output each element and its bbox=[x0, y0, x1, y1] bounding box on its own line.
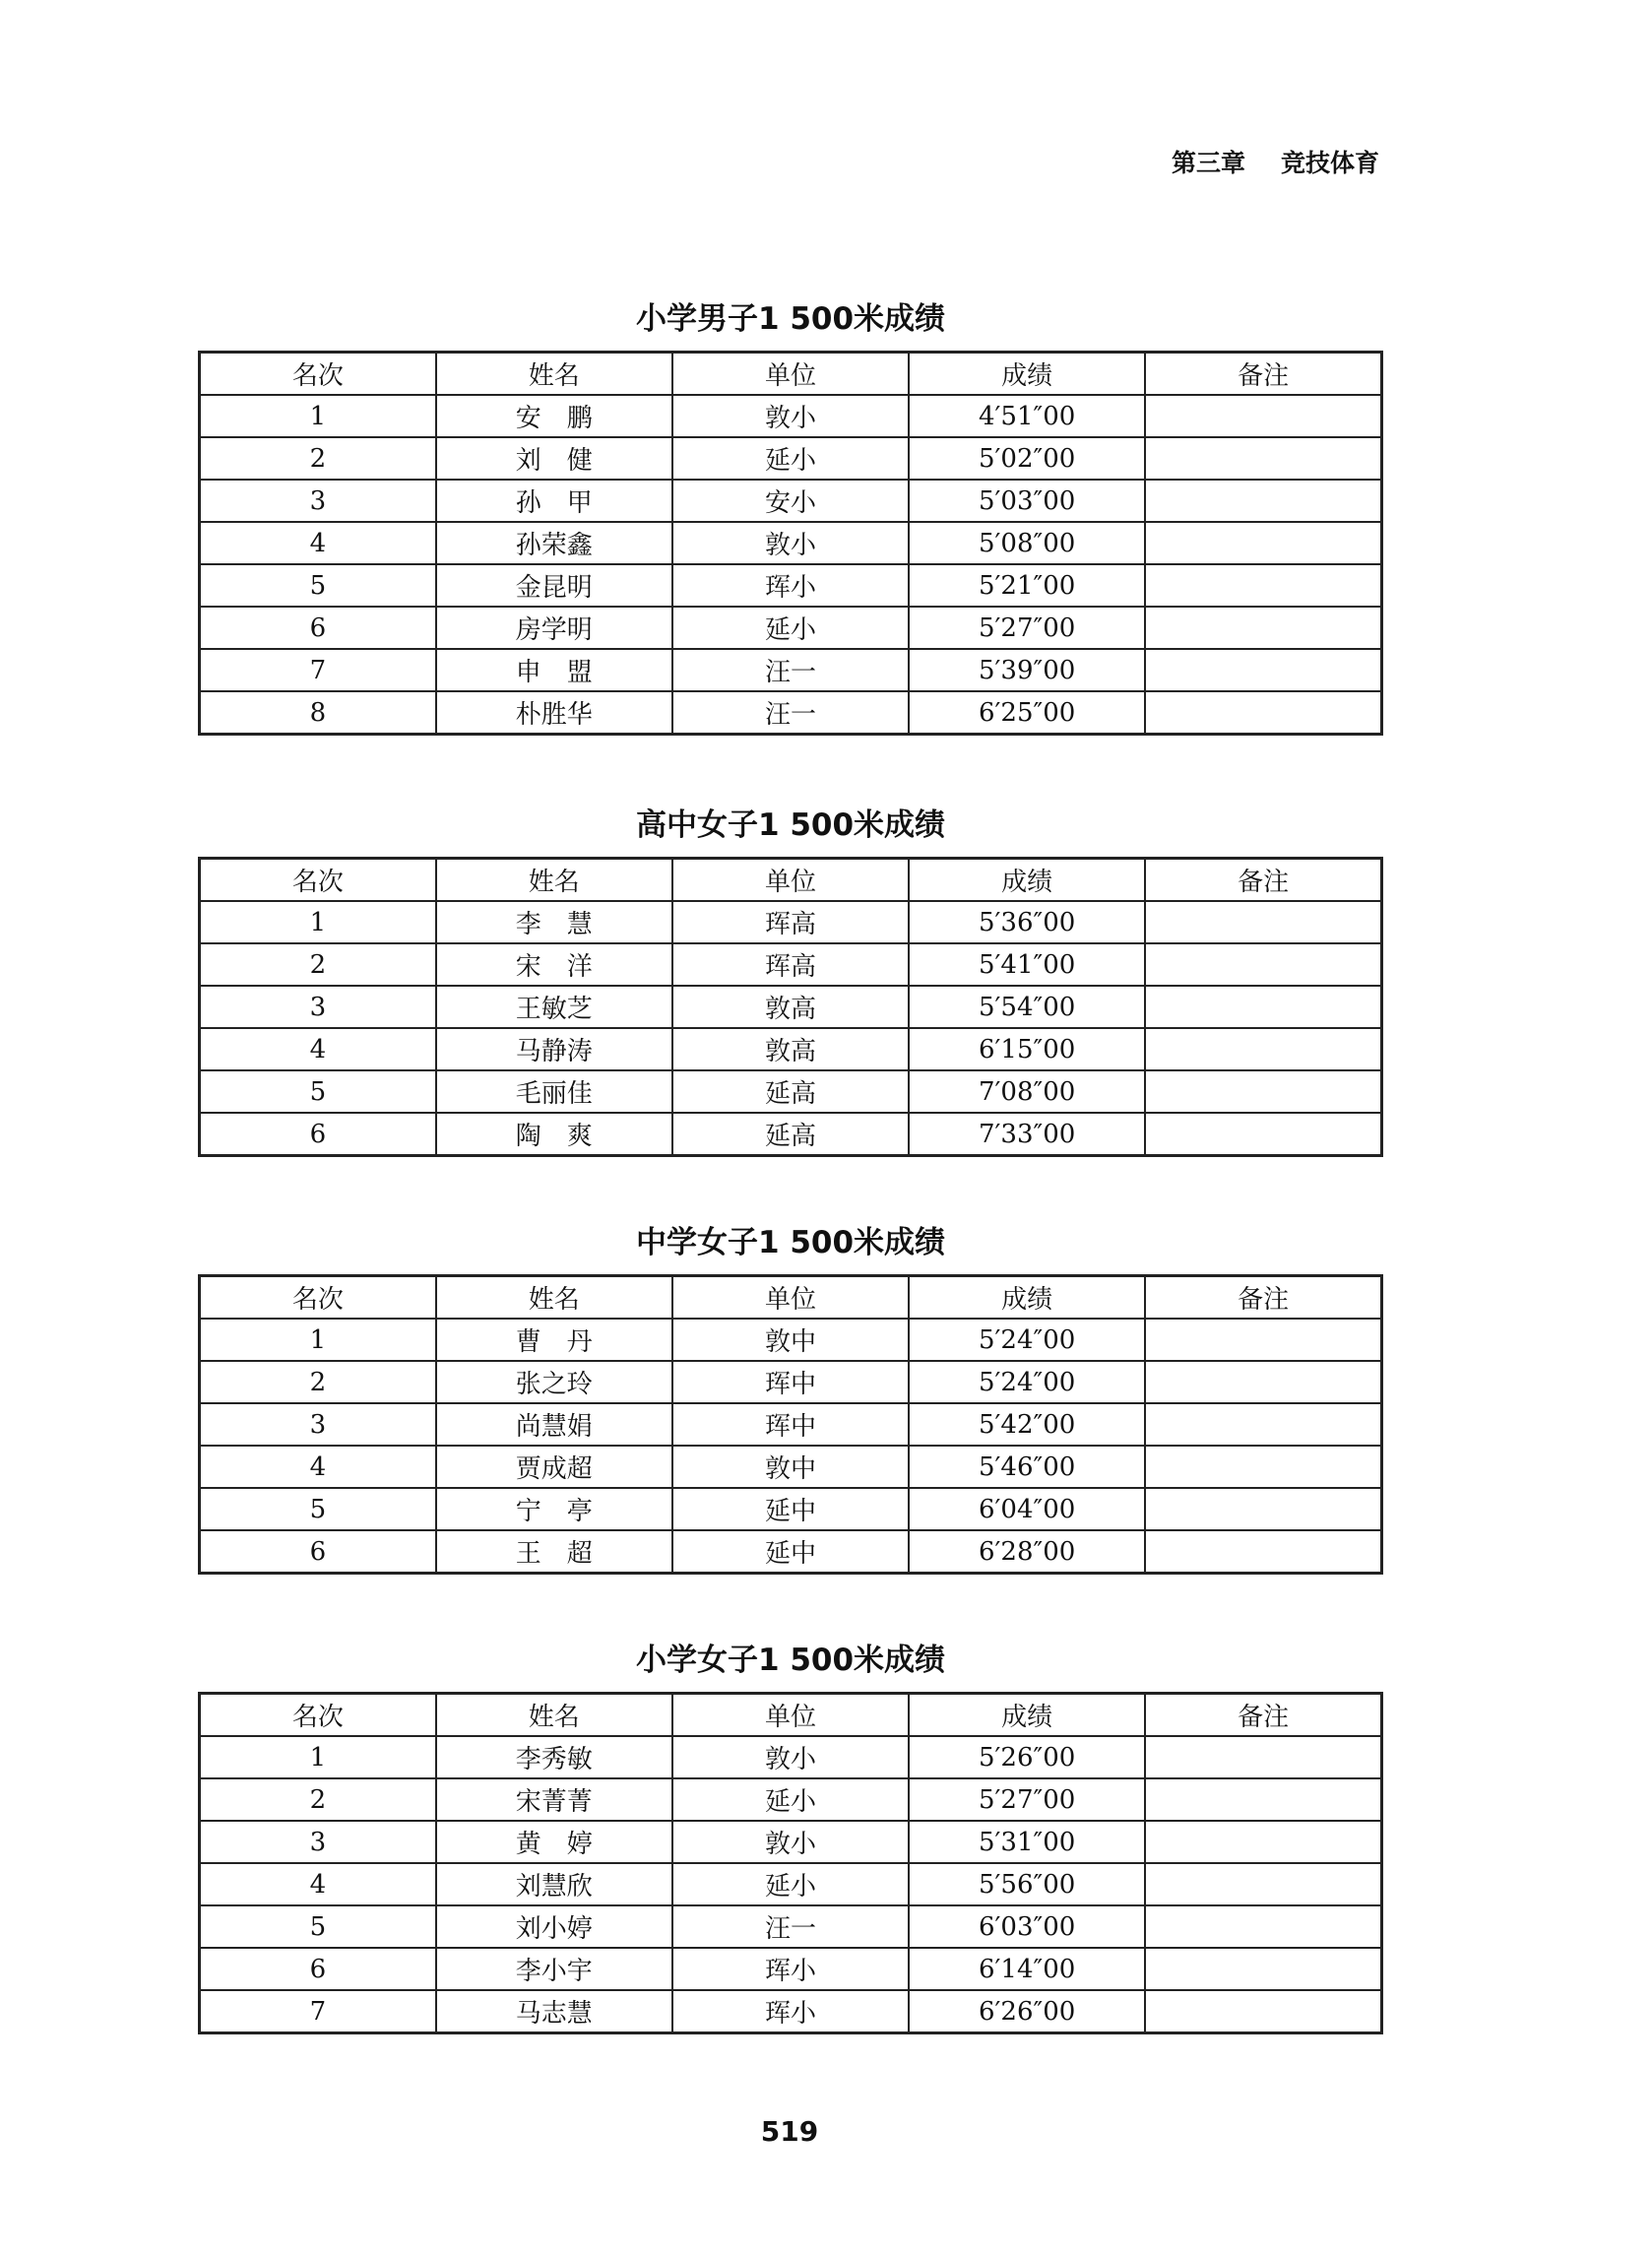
remarks-cell bbox=[1145, 1948, 1381, 1990]
name-cell: 朴胜华 bbox=[436, 691, 672, 735]
result-cell: 5′46″00 bbox=[909, 1446, 1145, 1488]
name-cell: 黄 婷 bbox=[436, 1821, 672, 1863]
unit-cell: 敦小 bbox=[672, 1736, 909, 1778]
rank-cell: 1 bbox=[200, 395, 436, 437]
result-cell: 6′15″00 bbox=[909, 1028, 1145, 1070]
unit-cell: 珲小 bbox=[672, 1948, 909, 1990]
table-row bbox=[200, 1446, 1382, 1488]
remarks-cell bbox=[1145, 395, 1381, 437]
table-row bbox=[200, 1948, 1382, 1990]
rank-cell: 7 bbox=[200, 649, 436, 691]
remarks-cell bbox=[1145, 1361, 1381, 1403]
table-row bbox=[200, 1028, 1382, 1070]
rank-cell: 5 bbox=[200, 1905, 436, 1948]
rank-cell: 2 bbox=[200, 943, 436, 986]
table-row bbox=[200, 691, 1382, 735]
section-primary-girls bbox=[198, 1629, 1383, 2034]
column-header: 备注 bbox=[1145, 859, 1381, 902]
name-cell: 李 慧 bbox=[436, 901, 672, 943]
result-cell: 5′02″00 bbox=[909, 437, 1145, 480]
result-cell: 5′27″00 bbox=[909, 1778, 1145, 1821]
rank-cell: 2 bbox=[200, 1361, 436, 1403]
remarks-cell bbox=[1145, 1403, 1381, 1446]
result-cell: 5′26″00 bbox=[909, 1736, 1145, 1778]
rank-cell: 6 bbox=[200, 1948, 436, 1990]
name-cell: 王敏芝 bbox=[436, 986, 672, 1028]
column-header: 备注 bbox=[1145, 1276, 1381, 1320]
result-cell: 5′39″00 bbox=[909, 649, 1145, 691]
result-cell: 7′08″00 bbox=[909, 1070, 1145, 1113]
remarks-cell bbox=[1145, 1319, 1381, 1361]
column-header: 备注 bbox=[1145, 1694, 1381, 1737]
table-header-row bbox=[200, 353, 1382, 396]
table-header-row bbox=[200, 1694, 1382, 1737]
results-table bbox=[198, 1692, 1383, 2034]
name-cell: 马静涛 bbox=[436, 1028, 672, 1070]
result-cell: 6′04″00 bbox=[909, 1488, 1145, 1530]
rank-cell: 7 bbox=[200, 1990, 436, 2033]
result-cell: 5′56″00 bbox=[909, 1863, 1145, 1905]
column-header: 成绩 bbox=[909, 859, 1145, 902]
table-row bbox=[200, 437, 1382, 480]
column-header: 名次 bbox=[200, 353, 436, 396]
table-row bbox=[200, 522, 1382, 564]
remarks-cell bbox=[1145, 1070, 1381, 1113]
result-cell: 6′14″00 bbox=[909, 1948, 1145, 1990]
result-cell: 5′21″00 bbox=[909, 564, 1145, 607]
remarks-cell bbox=[1145, 649, 1381, 691]
result-cell: 6′03″00 bbox=[909, 1905, 1145, 1948]
unit-cell: 安小 bbox=[672, 480, 909, 522]
name-cell: 房学明 bbox=[436, 607, 672, 649]
table-row bbox=[200, 395, 1382, 437]
result-cell: 5′54″00 bbox=[909, 986, 1145, 1028]
unit-cell: 延小 bbox=[672, 437, 909, 480]
unit-cell: 珲中 bbox=[672, 1361, 909, 1403]
remarks-cell bbox=[1145, 1863, 1381, 1905]
unit-cell: 珲小 bbox=[672, 564, 909, 607]
remarks-cell bbox=[1145, 1028, 1381, 1070]
table-row bbox=[200, 1778, 1382, 1821]
column-header: 姓名 bbox=[436, 1694, 672, 1737]
column-header: 单位 bbox=[672, 1694, 909, 1737]
table-row bbox=[200, 607, 1382, 649]
remarks-cell bbox=[1145, 691, 1381, 735]
unit-cell: 敦小 bbox=[672, 522, 909, 564]
name-cell: 陶 爽 bbox=[436, 1113, 672, 1156]
rank-cell: 3 bbox=[200, 1821, 436, 1863]
result-cell: 6′28″00 bbox=[909, 1530, 1145, 1574]
table-row bbox=[200, 1361, 1382, 1403]
table-row bbox=[200, 1821, 1382, 1863]
name-cell: 申 盟 bbox=[436, 649, 672, 691]
name-cell: 孙 甲 bbox=[436, 480, 672, 522]
results-table bbox=[198, 857, 1383, 1157]
rank-cell: 8 bbox=[200, 691, 436, 735]
unit-cell: 敦高 bbox=[672, 1028, 909, 1070]
name-cell: 曹 丹 bbox=[436, 1319, 672, 1361]
table-header-row bbox=[200, 1276, 1382, 1320]
rank-cell: 5 bbox=[200, 1488, 436, 1530]
unit-cell: 敦中 bbox=[672, 1446, 909, 1488]
remarks-cell bbox=[1145, 480, 1381, 522]
rank-cell: 5 bbox=[200, 564, 436, 607]
unit-cell: 珲高 bbox=[672, 943, 909, 986]
column-header: 成绩 bbox=[909, 1694, 1145, 1737]
table-row bbox=[200, 943, 1382, 986]
result-cell: 5′41″00 bbox=[909, 943, 1145, 986]
rank-cell: 1 bbox=[200, 901, 436, 943]
rank-cell: 3 bbox=[200, 1403, 436, 1446]
result-cell: 5′42″00 bbox=[909, 1403, 1145, 1446]
name-cell: 宋菁菁 bbox=[436, 1778, 672, 1821]
unit-cell: 延小 bbox=[672, 1778, 909, 1821]
name-cell: 王 超 bbox=[436, 1530, 672, 1574]
unit-cell: 延高 bbox=[672, 1070, 909, 1113]
section-title: 小学女子1 500米成绩 bbox=[635, 1643, 946, 1678]
remarks-cell bbox=[1145, 564, 1381, 607]
rank-cell: 3 bbox=[200, 480, 436, 522]
remarks-cell bbox=[1145, 943, 1381, 986]
rank-cell: 6 bbox=[200, 1530, 436, 1574]
remarks-cell bbox=[1145, 1821, 1381, 1863]
rank-cell: 5 bbox=[200, 1070, 436, 1113]
result-cell: 7′33″00 bbox=[909, 1113, 1145, 1156]
table-row bbox=[200, 649, 1382, 691]
remarks-cell bbox=[1145, 1905, 1381, 1948]
table-header-row bbox=[200, 859, 1382, 902]
name-cell: 安 鹏 bbox=[436, 395, 672, 437]
remarks-cell bbox=[1145, 901, 1381, 943]
name-cell: 刘小婷 bbox=[436, 1905, 672, 1948]
table-row bbox=[200, 1403, 1382, 1446]
column-header: 成绩 bbox=[909, 353, 1145, 396]
results-table bbox=[198, 1274, 1383, 1575]
column-header: 姓名 bbox=[436, 859, 672, 902]
unit-cell: 珲小 bbox=[672, 1990, 909, 2033]
name-cell: 宋 洋 bbox=[436, 943, 672, 986]
table-row bbox=[200, 1905, 1382, 1948]
rank-cell: 4 bbox=[200, 1028, 436, 1070]
rank-cell: 2 bbox=[200, 1778, 436, 1821]
table-row bbox=[200, 901, 1382, 943]
unit-cell: 珲中 bbox=[672, 1403, 909, 1446]
unit-cell: 延高 bbox=[672, 1113, 909, 1156]
remarks-cell bbox=[1145, 437, 1381, 480]
unit-cell: 敦小 bbox=[672, 1821, 909, 1863]
running-head bbox=[1172, 144, 1428, 179]
result-cell: 6′26″00 bbox=[909, 1990, 1145, 2033]
result-cell: 4′51″00 bbox=[909, 395, 1145, 437]
table-row bbox=[200, 480, 1382, 522]
remarks-cell bbox=[1145, 607, 1381, 649]
remarks-cell bbox=[1145, 1530, 1381, 1574]
column-header: 单位 bbox=[672, 353, 909, 396]
name-cell: 李秀敏 bbox=[436, 1736, 672, 1778]
name-cell: 张之玲 bbox=[436, 1361, 672, 1403]
table-row bbox=[200, 986, 1382, 1028]
table-row bbox=[200, 564, 1382, 607]
table-row bbox=[200, 1736, 1382, 1778]
remarks-cell bbox=[1145, 522, 1381, 564]
column-header: 备注 bbox=[1145, 353, 1381, 396]
column-header: 姓名 bbox=[436, 1276, 672, 1320]
result-cell: 5′24″00 bbox=[909, 1319, 1145, 1361]
unit-cell: 汪一 bbox=[672, 691, 909, 735]
result-cell: 5′36″00 bbox=[909, 901, 1145, 943]
rank-cell: 6 bbox=[200, 1113, 436, 1156]
remarks-cell bbox=[1145, 1113, 1381, 1156]
unit-cell: 汪一 bbox=[672, 1905, 909, 1948]
rank-cell: 4 bbox=[200, 1863, 436, 1905]
remarks-cell bbox=[1145, 1446, 1381, 1488]
unit-cell: 汪一 bbox=[672, 649, 909, 691]
column-header: 单位 bbox=[672, 859, 909, 902]
unit-cell: 敦高 bbox=[672, 986, 909, 1028]
table-row bbox=[200, 1070, 1382, 1113]
column-header: 姓名 bbox=[436, 353, 672, 396]
unit-cell: 延小 bbox=[672, 607, 909, 649]
column-header: 名次 bbox=[200, 1694, 436, 1737]
remarks-cell bbox=[1145, 986, 1381, 1028]
name-cell: 宁 亭 bbox=[436, 1488, 672, 1530]
table-row bbox=[200, 1990, 1382, 2033]
table-row bbox=[200, 1863, 1382, 1905]
table-row bbox=[200, 1319, 1382, 1361]
unit-cell: 敦小 bbox=[672, 395, 909, 437]
page-number: 519 bbox=[760, 2115, 819, 2148]
rank-cell: 4 bbox=[200, 1446, 436, 1488]
rank-cell: 4 bbox=[200, 522, 436, 564]
rank-cell: 2 bbox=[200, 437, 436, 480]
result-cell: 6′25″00 bbox=[909, 691, 1145, 735]
name-cell: 尚慧娟 bbox=[436, 1403, 672, 1446]
name-cell: 金昆明 bbox=[436, 564, 672, 607]
unit-cell: 延中 bbox=[672, 1488, 909, 1530]
result-cell: 5′08″00 bbox=[909, 522, 1145, 564]
name-cell: 刘 健 bbox=[436, 437, 672, 480]
result-cell: 5′31″00 bbox=[909, 1821, 1145, 1863]
table-row bbox=[200, 1113, 1382, 1156]
column-header: 单位 bbox=[672, 1276, 909, 1320]
column-header: 名次 bbox=[200, 1276, 436, 1320]
unit-cell: 延中 bbox=[672, 1530, 909, 1574]
result-cell: 5′03″00 bbox=[909, 480, 1145, 522]
remarks-cell bbox=[1145, 1778, 1381, 1821]
result-cell: 5′24″00 bbox=[909, 1361, 1145, 1403]
section-middleschool-girls bbox=[198, 1211, 1383, 1575]
column-header: 名次 bbox=[200, 859, 436, 902]
rank-cell: 1 bbox=[200, 1736, 436, 1778]
chapter-topic: 竞技体育 bbox=[1281, 149, 1380, 177]
name-cell: 毛丽佳 bbox=[436, 1070, 672, 1113]
table-row bbox=[200, 1488, 1382, 1530]
name-cell: 李小宇 bbox=[436, 1948, 672, 1990]
name-cell: 马志慧 bbox=[436, 1990, 672, 2033]
section-title: 高中女子1 500米成绩 bbox=[635, 807, 946, 843]
name-cell: 刘慧欣 bbox=[436, 1863, 672, 1905]
remarks-cell bbox=[1145, 1736, 1381, 1778]
table-row bbox=[200, 1530, 1382, 1574]
section-title: 小学男子1 500米成绩 bbox=[635, 301, 946, 337]
section-highschool-girls bbox=[198, 794, 1383, 1157]
section-primary-boys bbox=[198, 288, 1383, 736]
remarks-cell bbox=[1145, 1990, 1381, 2033]
unit-cell: 珲高 bbox=[672, 901, 909, 943]
rank-cell: 6 bbox=[200, 607, 436, 649]
results-table bbox=[198, 351, 1383, 736]
remarks-cell bbox=[1145, 1488, 1381, 1530]
result-cell: 5′27″00 bbox=[909, 607, 1145, 649]
rank-cell: 1 bbox=[200, 1319, 436, 1361]
unit-cell: 延小 bbox=[672, 1863, 909, 1905]
name-cell: 孙荣鑫 bbox=[436, 522, 672, 564]
section-title: 中学女子1 500米成绩 bbox=[635, 1225, 946, 1260]
name-cell: 贾成超 bbox=[436, 1446, 672, 1488]
unit-cell: 敦中 bbox=[672, 1319, 909, 1361]
rank-cell: 3 bbox=[200, 986, 436, 1028]
chapter-label: 第三章 bbox=[1172, 149, 1246, 177]
column-header: 成绩 bbox=[909, 1276, 1145, 1320]
